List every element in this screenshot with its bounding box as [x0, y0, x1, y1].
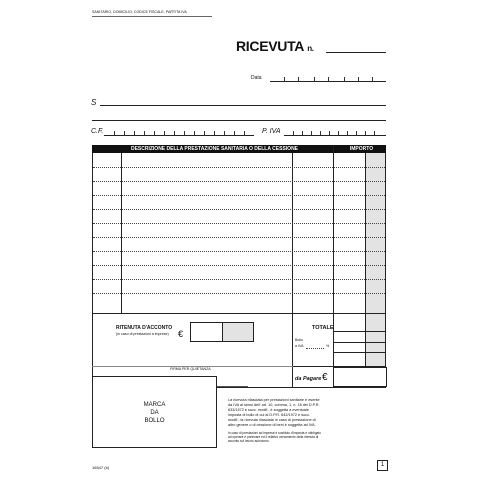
- cf-field[interactable]: [104, 135, 254, 136]
- withholding-label: RITENUTA D'ACCONTO: [116, 325, 173, 331]
- table-row[interactable]: [93, 279, 385, 280]
- caption-rule: [92, 16, 212, 17]
- s-label: S: [91, 98, 97, 107]
- piva-tick: [329, 131, 330, 135]
- form-code-suffix: (b): [104, 465, 110, 470]
- iva-label: a IVA: [295, 344, 304, 348]
- date-tick: [372, 77, 373, 81]
- date-tick: [284, 77, 285, 81]
- revenue-stamp-label: [93, 401, 216, 425]
- piva-label: P. IVA: [262, 128, 281, 135]
- iva-rule: [334, 352, 385, 353]
- date-label: Data: [251, 75, 262, 81]
- total-label: TOTALE: [312, 325, 334, 331]
- quantity-column-divider: [121, 153, 122, 314]
- piva-tick: [338, 131, 339, 135]
- note-line: altro genere o di cessione di beni è soggetta ad IVA.: [228, 423, 316, 427]
- table-row[interactable]: [93, 195, 385, 196]
- table-row[interactable]: [93, 265, 385, 266]
- top-caption: SANITARIO, DOMICILIO, CODICE FISCALE, PARTITA IVA: [92, 10, 187, 14]
- stamp-line-2: DA: [150, 410, 159, 416]
- note-line: modif.; la ricevuta rilasciata in caso di prestazione di: [228, 418, 316, 422]
- table-row[interactable]: [93, 251, 385, 252]
- amount-column-divider: [333, 145, 334, 314]
- bollo-rule: [334, 342, 385, 343]
- receipt-number-field[interactable]: [326, 52, 386, 53]
- signature-label: FIRMA PER QUIETANZA: [170, 367, 211, 371]
- percent-label: %: [326, 344, 330, 348]
- piva-tick: [365, 131, 366, 135]
- cf-tick: [134, 131, 135, 135]
- date-tick: [358, 77, 359, 81]
- piva-tick: [302, 131, 303, 135]
- withholding-sublabel: (in caso di prestazioni a imprese): [116, 332, 169, 336]
- cf-tick: [114, 131, 115, 135]
- title-number-label: n.: [307, 44, 314, 53]
- totals-divider: [292, 314, 293, 388]
- table-row[interactable]: [93, 237, 385, 238]
- piva-tick: [347, 131, 348, 135]
- table-row[interactable]: [93, 167, 385, 168]
- cf-tick: [194, 131, 195, 135]
- table-row[interactable]: [93, 181, 385, 182]
- to-pay-label: da Pagare: [295, 376, 322, 382]
- cf-tick: [204, 131, 205, 135]
- signature-rule: [92, 366, 293, 367]
- iva-rate-field[interactable]: [306, 348, 324, 349]
- piva-tick: [293, 131, 294, 135]
- date-field[interactable]: [270, 81, 386, 82]
- cf-tick: [224, 131, 225, 135]
- date-tick: [328, 77, 329, 81]
- cf-tick: [234, 131, 235, 135]
- page-number: 1: [377, 460, 388, 471]
- to-pay-amount-field[interactable]: [333, 367, 387, 387]
- description-column-header: DESCRIZIONE DELLA PRESTAZIONE SANITARIA O DELLA CESSIONE: [130, 146, 299, 152]
- note-line: 633/1972 e succ. modif., è soggetta a eventuale: [228, 408, 309, 412]
- piva-tick: [311, 131, 312, 135]
- cf-tick: [124, 131, 125, 135]
- table-row[interactable]: [93, 223, 385, 224]
- cf-tick: [214, 131, 215, 135]
- piva-tick: [374, 131, 375, 135]
- cf-tick: [144, 131, 145, 135]
- piva-field[interactable]: [284, 135, 386, 136]
- piva-tick: [356, 131, 357, 135]
- withholding-cents-field[interactable]: [222, 323, 253, 341]
- note-line: da IVA ai sensi dell' art. 10, comma, 1, n. 18 del D.P.R.: [228, 403, 320, 407]
- totals-cents-column: [365, 314, 385, 366]
- cents-column: [365, 153, 385, 313]
- bollo-label: Bollo: [295, 338, 303, 342]
- receipt-title: [236, 38, 314, 57]
- price-column-divider: [292, 153, 293, 314]
- form-code-number: 16547: [92, 465, 104, 470]
- stamp-line-1: MARCA: [143, 402, 166, 408]
- recipient-field[interactable]: [100, 105, 386, 106]
- date-tick: [298, 77, 299, 81]
- euro-icon: €: [178, 329, 184, 339]
- note-line: imposta di bollo di cui al D.P.R. 642/1972 e succ.: [228, 413, 311, 417]
- stamp-line-3: BOLLO: [144, 418, 165, 424]
- table-row[interactable]: [93, 209, 385, 210]
- receipt-form: [88, 0, 392, 480]
- recipient-address-field[interactable]: [92, 120, 386, 121]
- cf-label: C.F.: [91, 128, 104, 135]
- total-rule: [334, 331, 385, 332]
- amount-column-header: IMPORTO: [349, 146, 374, 152]
- note-line: acconto sul lavoro autonomo.: [228, 439, 270, 443]
- date-tick: [344, 77, 345, 81]
- table-header: [92, 145, 386, 153]
- piva-tick: [320, 131, 321, 135]
- table-row[interactable]: [93, 293, 385, 294]
- cf-tick: [174, 131, 175, 135]
- note-line: In caso di prestazioni ad imprese è sostituto d'imposta e obbligato: [228, 431, 321, 435]
- cents-column-divider: [365, 153, 366, 314]
- revenue-stamp-box[interactable]: [92, 376, 217, 448]
- date-tick: [314, 77, 315, 81]
- totals-amount-divider: [333, 314, 334, 366]
- cf-tick: [184, 131, 185, 135]
- cf-tick: [154, 131, 155, 135]
- to-pay-euro-icon: €: [322, 372, 328, 383]
- items-table: [92, 153, 386, 314]
- form-code: [92, 466, 109, 470]
- cf-tick: [244, 131, 245, 135]
- totals-cents-divider: [365, 314, 366, 366]
- legal-notes: [228, 398, 321, 443]
- note-line: ad operare e prelevare ed il relativo versamento della ritenuta di: [228, 435, 319, 439]
- note-line: La ricevuta rilasciata per prestazioni sanitarie è esente: [228, 398, 320, 402]
- cf-tick: [164, 131, 165, 135]
- title-text: RICEVUTA: [236, 38, 304, 54]
